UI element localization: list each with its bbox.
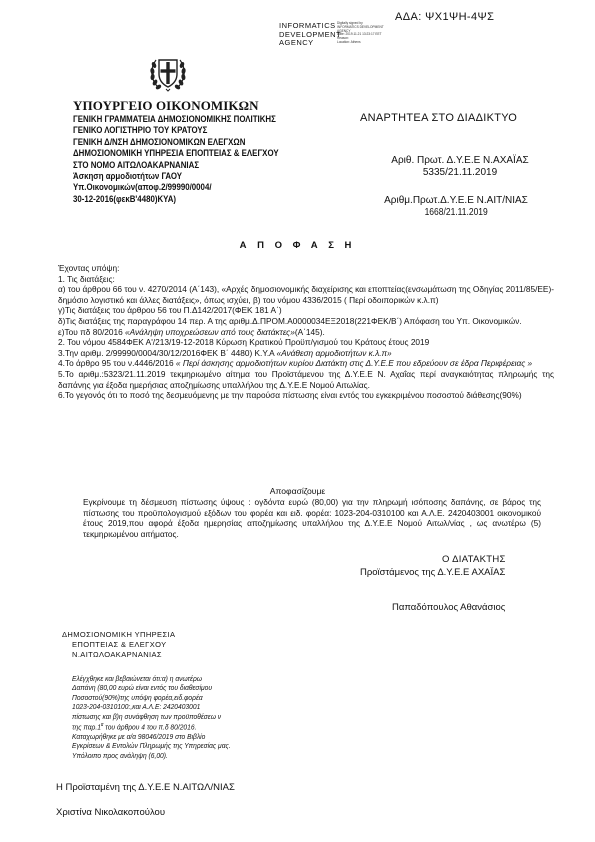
body-paragraph: γ)Τις διατάξεις του άρθρου 56 του Π.Δ142/2017(ΦΕΚ 181 Α΄) bbox=[58, 305, 282, 316]
cert-line: Καταχωρήθηκε με α/α 98046/2019 στο Βιβλίο bbox=[72, 731, 206, 741]
cert-line: Εγκρίσεων & Εντολών Πληρωμής της Υπηρεσίας μας. bbox=[72, 741, 231, 751]
body-paragraph: 4.Το άρθρο 95 του ν.4446/2016 « Περί άσκησης αρμοδιοτήτων κυρίου Διατάκτη στις Δ.Υ.Ε.Ε που εδρεύουν σε έδρα Περιφέρειας » bbox=[58, 358, 533, 369]
body-paragraph: 2. Του νόμου 4584ΦΕΚ Α'/213/19-12-2018 Κύρωση Κρατικού Προϋπ/γισμού του Κράτους έτους 2019 bbox=[58, 337, 430, 348]
header-line: ΓΕΝΙΚΟ ΛΟΓΙΣΤΗΡΙΟ ΤΟΥ ΚΡΑΤΟΥΣ bbox=[73, 125, 208, 137]
body-paragraph: 5.Το αριθμ.:5323/21.11.2019 τεκμηριωμένο αίτημα του Προϊστάμενου της Δ.Υ.Ε.Ε Ν. Αχαΐας περί αναγκαιότητας πληρωμής της δαπάνης για έξοδα ημερήσιας αποζημίωσης υπαλλήλου της Δ.Υ.Ε.Ε Νομού Αιτωλίας. bbox=[58, 368, 554, 390]
protocol-number-aitoloakarnania bbox=[362, 195, 550, 219]
signature-details: Digitally signed by INFORMATICS DEVELOPMENT AGENCY Date: 2019.11.21 13:23:17 EET Reason: Location: Athens bbox=[337, 21, 384, 44]
signatory-title: Προϊστάμενος της Δ.Υ.Ε.Ε ΑΧΑΪΑΣ bbox=[360, 567, 506, 578]
protocol-number-achaia bbox=[372, 155, 548, 179]
header-line: Υπ.Οικονομικών(αποφ.2/99990/0004/ bbox=[73, 182, 212, 194]
cert-line: Ελέγχθηκε και βεβαιώνεται ότι:α) η ανωτέρω bbox=[72, 674, 203, 683]
body-paragraph: ε)Του πδ 80/2016 «Ανάληψη υποχρεώσεων από τους διατάκτες»(Α΄145). bbox=[58, 326, 325, 337]
cert-line: 1023-204-0310100:,και Α.Λ.Ε: 2420403001 bbox=[72, 702, 201, 712]
body-paragraph: 1. Τις διατάξεις: bbox=[58, 273, 115, 284]
header-line: ΔΗΜΟΣΙΟΝΟΜΙΚΗ ΥΠΗΡΕΣΙΑ ΕΠΟΠΤΕΙΑΣ & ΕΛΕΓΧΟΥ bbox=[73, 148, 279, 160]
cert-line: Ποσοστού(90%)της υπόψη φορέα,ειδ.φορέα bbox=[72, 692, 203, 702]
stamp-line: ΕΠΟΠΤΕΙΑΣ & ΕΛΕΓΧΟΥ bbox=[72, 640, 167, 649]
cert-line: Δαπάνη (80,00 ευρώ είναι εντός του διαθεσίμου bbox=[72, 683, 213, 693]
issuing-authority-header bbox=[73, 114, 321, 205]
decision-heading: Αποφασίζουμε bbox=[269, 486, 326, 496]
stamp-line: Ν.ΑΙΤΩΛΟΑΚΑΡΝΑΝΙΑΣ bbox=[72, 650, 162, 659]
stamp-line: ΔΗΜΟΣΙΟΝΟΜΙΚΗ ΥΠΗΡΕΣΙΑ bbox=[62, 630, 176, 639]
protocol-number: 1668/21.11.2019 bbox=[424, 207, 488, 218]
department-stamp bbox=[62, 630, 175, 660]
protocol-label: Αριθ. Πρωτ. Δ.Υ.Ε.Ε Ν.ΑΧΑΪΑΣ bbox=[391, 155, 529, 166]
post-online-notice: ΑΝΑΡΤΗΤΕΑ ΣΤΟ ΔΙΑΔΙΚΤΥΟ bbox=[360, 112, 518, 124]
body-paragraph: 6.Το γεγονός ότι το ποσό της δεσμευόμενης με την παρούσα πίστωσης είναι εντός του εγκεκριμένου ποσοστού διάθεσης(90%) bbox=[58, 390, 522, 401]
body-paragraph: Έχοντας υπόψη: bbox=[58, 263, 120, 273]
cert-line: της $\pi\alpha\rho.1^\alpha$ του άρθρου 4 του π.δ 80/2016. bbox=[72, 722, 197, 732]
header-line: ΓΕΝΙΚΗ ΓΡΑΜΜΑΤΕΙΑ ΔΗΜΟΣΙΟΝΟΜΙΚΗΣ ΠΟΛΙΤΙΚΗΣ bbox=[73, 114, 276, 125]
certification-block bbox=[72, 674, 252, 760]
header-line: ΣΤΟ ΝΟΜΟ ΑΙΤΩΛΟΑΚΑΡΝΑΝΙΑΣ bbox=[73, 159, 200, 171]
ministry-title: ΥΠΟΥΡΓΕΙΟ ΟΙΚΟΝΟΜΙΚΩΝ bbox=[73, 98, 259, 113]
header-line: 30-12-2016(φεκΒ'4480)ΚΥΑ) bbox=[73, 193, 177, 205]
cert-line: Υπόλοιπο προς ανάληψη (6,00). bbox=[72, 750, 168, 760]
greek-emblem-icon bbox=[147, 52, 189, 94]
footer-signatory-title: Η Προϊσταμένη της Δ.Υ.Ε.Ε Ν.ΑΙΤΩΛ/ΝΙΑΣ bbox=[56, 782, 235, 793]
signatory-role: Ο ΔΙΑΤΑΚΤΗΣ bbox=[442, 554, 506, 565]
body-paragraph: α) του άρθρου 66 του ν. 4270/2014 (Α΄143), «Αρχές δημοσιονομικής διαχείρισης και εποπτείας(ενσωμάτωση της Οδηγίας 2011/85/ΕΕ)-δημόσιο λογιστικό και άλλες διατάξεις», όπως ισχύει, β) του νόμου 4336/2015 ( Περί οδοιπορικών κ.λ.π) bbox=[58, 284, 554, 305]
header-line: ΓΕΝΙΚΗ Δ/ΝΣΗ ΔΗΜΟΣΙΟΝΟΜΙΚΩΝ ΕΛΕΓΧΩΝ bbox=[73, 136, 246, 148]
cert-line: πίστωσης και β)η συνάφθηση των προϋποθέσεω ν bbox=[72, 711, 222, 721]
ada-code: ΑΔΑ: ΨΧ1ΨΗ-4ΨΣ bbox=[395, 11, 495, 23]
footer-signatory-name: Χριστίνα Νικολακοπούλου bbox=[56, 807, 166, 818]
document-body bbox=[58, 263, 554, 401]
protocol-label: Αριθμ.Πρωτ.Δ.Υ.Ε.Ε Ν.ΑΙΤ/ΝΙΑΣ bbox=[384, 195, 528, 206]
document-title: Α Π Ο Φ Α Σ Η bbox=[239, 240, 356, 251]
protocol-number: 5335/21.11.2019 bbox=[422, 167, 498, 178]
body-paragraph: δ)Τις διατάξεις της παραγράφου 14 περ. Α της αριθμ.Δ.ΠΡΟΜ.Α0000034ΕΞ2018(221ΦΕΚ/Β΄) Απόφαση του Υπ. Οικονομικών. bbox=[58, 315, 522, 326]
digital-signature-block bbox=[279, 22, 399, 50]
body-paragraph: 3.Την αριθμ. 2/99990/0004/30/12/2016ΦΕΚ Β΄ 4480) Κ.Υ.Α «Ανάθεση αρμοδιοτήτων κ.λ.π» bbox=[58, 347, 392, 358]
decision-text: Εγκρίνουμε τη δέσμευση πίστωσης ύψους : ογδόντα ευρώ (80,00) για την πληρωμή ισόποσης δαπάνης, σε βάρος της πίστωσης του προϋπολογισμού εξόδων του φορέα και ειδ. φορέα: 1023-204-0310100 και Α.Λ.Ε. 2420403001 οικονομικού έτους 2019,που αφορά έξοδα ημερησίας αποζημίωσης υπαλλήλου της Δ.Υ.Ε.Ε Νομού Αιτωλ/νίας , ως ανωτέρω (5) τεκμηριωμένου αιτήματος. bbox=[83, 497, 541, 539]
header-line: Άσκηση αρμοδιοτήτων ΓΑΟΥ bbox=[73, 171, 183, 183]
signature-agency-name: INFORMATICS DEVELOPMENT AGENCY bbox=[279, 21, 342, 47]
signatory-name: Παπαδόπουλος Αθανάσιος bbox=[392, 602, 506, 613]
